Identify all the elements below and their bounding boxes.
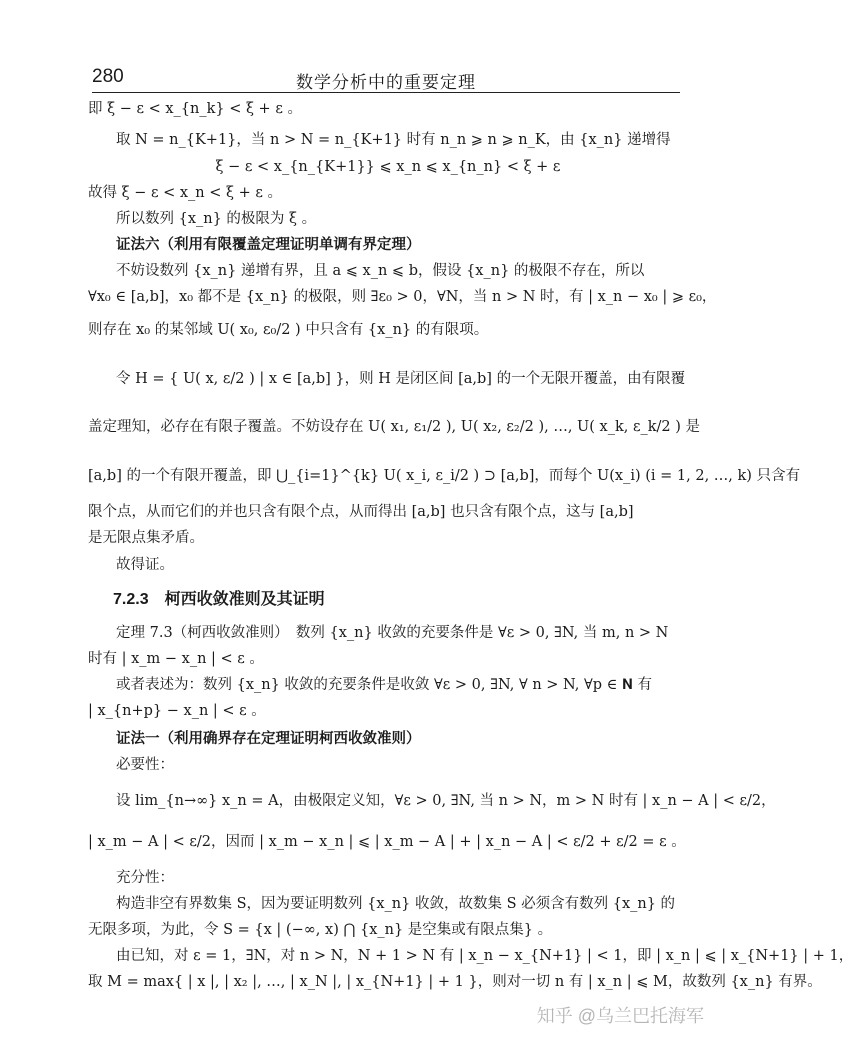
text-line-21: 由已知，对 ε = 1，∃N，对 n > N，N + 1 > N 有 | x_n − x_{N+1} | < 1，即 | x_n | ⩽ | x_{N+1} | + 1，: [116, 948, 853, 964]
proof-six-heading: 证法六（利用有限覆盖定理证明单调有界定理）: [116, 236, 421, 253]
text-line-2: 取 N = n_{K+1}，当 n > N = n_{K+1} 时有 n_n ⩾ n ⩾ n_K，由 {x_n} 递增得: [116, 132, 671, 148]
sufficiency-label: 充分性：: [116, 870, 174, 886]
text-line-9: 盖定理知，必存在有限子覆盖。不妨设存在 U( x₁, ε₁/2 ), U( x₂, ε₂/2 ), …, U( x_k, ε_k/2 ) 是: [88, 419, 701, 435]
necessity-label: 必要性：: [116, 757, 174, 773]
text-line-22: 取 M = max{ | x |, | x₂ |, …, | x_N |, | x_{N+1} | + 1 }，则对一切 n 有 | x_n | ⩽ M，故数列 {x_n} 有界。: [88, 974, 822, 990]
text-line-7: 则存在 x₀ 的某邻域 U( x₀, ε₀/2 ) 中只含有 {x_n} 的有限项。: [88, 322, 489, 338]
text-line-13: 故得证。: [116, 557, 174, 573]
text-line-15: 或者表述为：数列 {x_n} 收敛的充要条件是收敛 ∀ε > 0, ∃N, ∀ n > N, ∀p ∈ 𝐍 有: [116, 677, 653, 693]
text-line-12: 是无限点集矛盾。: [88, 530, 204, 546]
theorem-statement: 定理 7.3（柯西收敛准则） 数列 {x_n} 收敛的充要条件是 ∀ε > 0, ∃N, 当 m, n > N: [116, 625, 669, 641]
text-line-3: 故得 ξ − ε < x_n < ξ + ε 。: [88, 185, 282, 201]
text-line-16: | x_{n+p} − x_n | < ε 。: [88, 703, 266, 719]
section-heading: 7.2.3 柯西收敛准则及其证明: [113, 591, 325, 608]
text-line-6: ∀x₀ ∈ [a,b]，x₀ 都不是 {x_n} 的极限，则 ∃ε₀ > 0，∀N，当 n > N 时，有 | x_n − x₀ | ⩾ ε₀，: [88, 289, 717, 305]
text-line-4: 所以数列 {x_n} 的极限为 ξ 。: [116, 211, 317, 227]
text-line-20: 无限多项，为此，令 S = {x | (−∞, x) ⋂ {x_n} 是空集或有限点集} 。: [88, 922, 553, 938]
text-line-1: 即 ξ − ε < x_{n_k} < ξ + ε 。: [88, 101, 302, 117]
text-line-17: 设 lim_{n→∞} x_n = A，由极限定义知，∀ε > 0, ∃N, 当 n > N，m > N 时有 | x_n − A | < ε/2，: [116, 793, 776, 809]
display-formula-1: ξ − ε < x_{n_{K+1}} ⩽ x_n ⩽ x_{n_n} < ξ + ε: [215, 159, 561, 175]
running-title: 数学分析中的重要定理: [296, 73, 476, 93]
text-line-18: | x_m − A | < ε/2，因而 | x_m − x_n | ⩽ | x_m − A | + | x_n − A | < ε/2 + ε/2 = ε 。: [88, 834, 686, 850]
watermark: 知乎 @乌兰巴托海军: [536, 1006, 704, 1026]
text-line-10: [a,b] 的一个有限开覆盖，即 ⋃_{i=1}^{k} U( x_i, ε_i/2 ) ⊃ [a,b]，而每个 U(x_i) (i = 1, 2, …, k) 只含有: [88, 468, 801, 484]
text-line-8: 令 H = { U( x, ε/2 ) | x ∈ [a,b] }，则 H 是闭区间 [a,b] 的一个无限开覆盖，由有限覆: [116, 371, 686, 387]
text-line-11: 限个点，从而它们的并也只含有限个点，从而得出 [a,b] 也只含有限个点，这与 [a,b]: [88, 504, 634, 520]
text-line-14: 时有 | x_m − x_n | < ε 。: [88, 651, 264, 667]
text-line-19: 构造非空有界数集 S，因为要证明数列 {x_n} 收敛，故数集 S 必须含有数列 {x_n} 的: [116, 896, 676, 912]
text-line-5: 不妨设数列 {x_n} 递增有界，且 a ⩽ x_n ⩽ b，假设 {x_n} 的极限不存在，所以: [116, 263, 645, 279]
running-header: [92, 64, 680, 93]
page-number: 280: [92, 66, 124, 87]
proof-one-heading: 证法一（利用确界存在定理证明柯西收敛准则）: [116, 730, 421, 747]
